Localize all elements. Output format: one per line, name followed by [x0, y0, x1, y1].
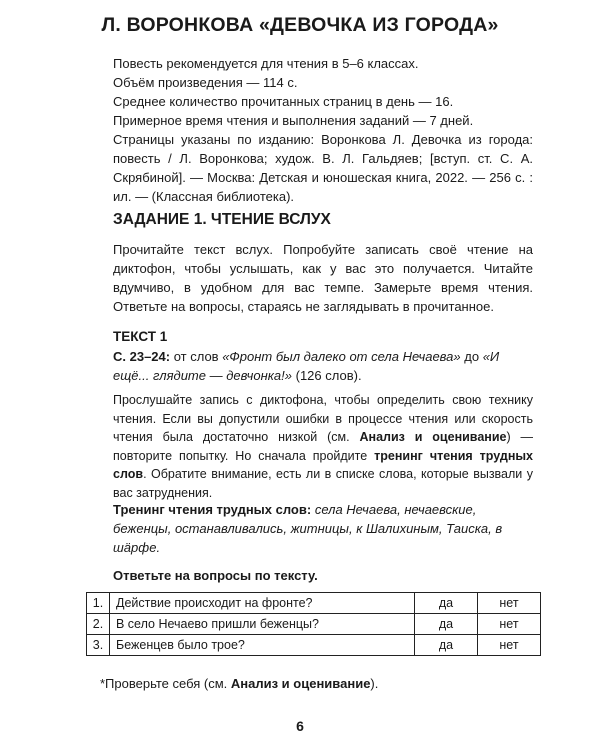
- questions-table: [86, 592, 541, 656]
- self-check-note: [100, 676, 378, 691]
- book-info: [113, 54, 533, 206]
- text-reference: [113, 347, 533, 385]
- question-number: 1.: [87, 593, 110, 614]
- listen-block: [113, 391, 533, 502]
- info-line: Примерное время чтения и выполнения заданий — 7 дней.: [113, 113, 474, 128]
- listen-text: Прослушайте запись с диктофона, чтобы определить свою технику чтения. Если вы допустили ошибки в процессе чтения или скорость чтения была достаточно низкой (см.: [113, 393, 533, 444]
- page-number: 6: [296, 718, 304, 734]
- question-number: 3.: [87, 635, 110, 656]
- training-words: села Нечаева, нечаевские, беженцы, останавливались, житницы, к Шалихиным, Таиска, в шäрфе.: [113, 502, 503, 555]
- question-text: В село Нечаево пришли беженцы?: [110, 614, 415, 635]
- training-ref: тренинг чтения трудных слов: [113, 448, 533, 481]
- info-line: Повесть рекомендуется для чтения в 5–6 классах.: [113, 56, 419, 71]
- ref-pages: С. 23–24:: [113, 349, 171, 364]
- answer-yes[interactable]: да: [415, 593, 478, 614]
- question-text: Действие происходит на фронте?: [110, 593, 415, 614]
- training-paragraph: [113, 500, 533, 557]
- answer-no[interactable]: нет: [478, 593, 541, 614]
- note-analysis-ref: Анализ и оценивание: [230, 676, 371, 691]
- info-line: Среднее количество прочитанных страниц в день — 16.: [113, 94, 454, 109]
- ref-mid: от слов: [170, 349, 223, 364]
- task-intro-block: [113, 240, 533, 316]
- page-title: Л. ВОРОНКОВА «ДЕВОЧКА ИЗ ГОРОДА»: [101, 14, 499, 36]
- info-line: Объём произведения — 114 с.: [113, 75, 298, 90]
- training-block: [113, 500, 533, 557]
- text-heading: ТЕКСТ 1: [113, 329, 168, 344]
- answer-yes[interactable]: да: [415, 614, 478, 635]
- ref-quote-start: «Фронт был далеко от села Нечаева»: [222, 349, 461, 364]
- question-text: Беженцев было трое?: [110, 635, 415, 656]
- answer-no[interactable]: нет: [478, 614, 541, 635]
- task-intro: Прочитайте текст вслух. Попробуйте записать своё чтение на диктофон, чтобы услышать, как у вас это получается. Читайте вдумчиво, в удобном для вас темпе. Замерьте время чтения. Ответьте на вопросы, стараясь не заглядывать в прочитанное.: [113, 242, 533, 314]
- answer-no[interactable]: нет: [478, 635, 541, 656]
- task-heading: ЗАДАНИЕ 1. ЧТЕНИЕ ВСЛУХ: [113, 211, 331, 228]
- table-row: [87, 635, 541, 656]
- table-row: [87, 593, 541, 614]
- ref-count: (126 слов).: [292, 368, 362, 383]
- table-row: [87, 614, 541, 635]
- listen-paragraph: [113, 391, 533, 502]
- note-text: *Проверьте себя (см.: [100, 676, 231, 691]
- listen-text: ) — повторите попытку. Но сначала пройдите: [113, 430, 534, 463]
- text-reference-block: [113, 347, 533, 385]
- note-text: ).: [370, 676, 379, 691]
- question-number: 2.: [87, 614, 110, 635]
- training-label: Тренинг чтения трудных слов:: [113, 502, 312, 517]
- listen-text: . Обратите внимание, есть ли в списке слова, которые вызвали у вас затруднения.: [113, 467, 533, 500]
- ref-quote-end: «И ещё... глядите — девчонка!»: [113, 349, 500, 383]
- edition-info: Страницы указаны по изданию: Воронкова Л. Девочка из города: повесть / Л. Воронкова; худож. В. Л. Гальдяев; [вступ. ст. С. А. Скрябиной]. — Москва: Детская и юношеская книга, 2022. — 256 с. : ил. — (Классная библиотека).: [113, 132, 533, 204]
- ref-mid2: до: [460, 349, 483, 364]
- answer-yes[interactable]: да: [415, 635, 478, 656]
- analysis-ref: Анализ и оценивание: [359, 430, 507, 444]
- questions-heading: Ответьте на вопросы по тексту.: [113, 568, 318, 583]
